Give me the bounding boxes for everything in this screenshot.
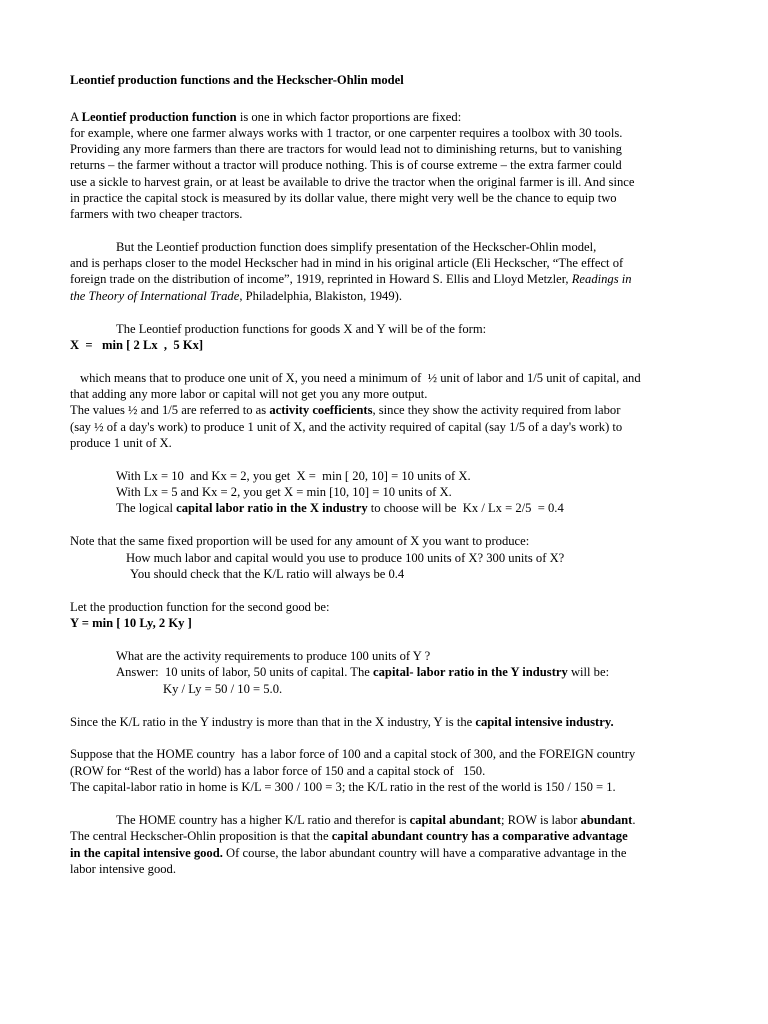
paragraph-line: which means that to produce one unit of X, you need a minimum of ½ unit of labor and 1/5 unit of capital, and — [80, 371, 641, 385]
term-activity-coefficients: activity coefficients — [269, 403, 373, 417]
paragraph-line — [70, 109, 461, 125]
text: is one in which factor proportions are fixed: — [236, 110, 462, 124]
term-capital-intensive-good: in the capital intensive good. — [70, 846, 223, 860]
book-title: Readings in — [571, 272, 632, 286]
paragraph-line — [70, 402, 620, 418]
paragraph-line: How much labor and capital would you use to produce 100 units of X? 300 units of X? — [126, 551, 565, 565]
text: ; ROW is labor — [501, 813, 581, 827]
paragraph-line — [70, 828, 628, 844]
paragraph-line: With Lx = 10 and Kx = 2, you get X = min [ 20, 10] = 10 units of X. — [116, 469, 471, 483]
text: . — [632, 813, 636, 827]
paragraph-line — [70, 714, 614, 730]
text: foreign trade on the distribution of income”, 1919, reprinted in Howard S. Ellis and Lloyd Metzler, — [70, 272, 572, 286]
paragraph-line: farmers with two cheaper tractors. — [70, 207, 243, 221]
paragraph-line — [70, 845, 626, 861]
text: to choose will be Kx / Lx = 2/5 = 0.4 — [367, 501, 564, 515]
term-capital-intensive-industry: capital intensive industry. — [475, 715, 614, 729]
text: will be: — [567, 665, 610, 679]
text: The values ½ and 1/5 are referred to as — [70, 403, 270, 417]
paragraph-line — [116, 664, 609, 680]
formula-y: Y = min [ 10 Ly, 2 Ky ] — [70, 616, 192, 630]
text: , since they show the activity required from labor — [372, 403, 621, 417]
term-leontief-production-function: Leontief production function — [81, 110, 237, 124]
formula-x: X = min [ 2 Lx , 5 Kx] — [70, 338, 204, 352]
paragraph-line — [70, 288, 402, 304]
paragraph-line: and is perhaps closer to the model Heckscher had in mind in his original article (Eli Heckscher, “The effect of — [70, 256, 624, 270]
paragraph-line: use a sickle to harvest grain, or at least be available to drive the tractor when the original farmer is ill. And since — [70, 175, 635, 189]
paragraph-line: (say ½ of a day's work) to produce 1 unit of X, and the activity required of capital (say 1/5 of a day's work) to — [70, 420, 623, 434]
text: The central Heckscher-Ohlin proposition is that the — [70, 829, 332, 843]
term-capital-labor-ratio-x: capital labor ratio in the X industry — [176, 501, 368, 515]
paragraph-line: You should check that the K/L ratio will always be 0.4 — [130, 567, 405, 581]
paragraph-line: that adding any more labor or capital will not get you any more output. — [70, 387, 428, 401]
paragraph-line: returns – the farmer without a tractor will produce nothing. This is of course extreme – the extra farmer could — [70, 158, 622, 172]
term-capital-abundant: capital abundant — [409, 813, 501, 827]
paragraph-line: Let the production function for the second good be: — [70, 600, 330, 614]
paragraph-line: The Leontief production functions for goods X and Y will be of the form: — [116, 322, 487, 336]
paragraph-line: for example, where one farmer always works with 1 tractor, or one carpenter requires a toolbox with 30 tools. — [70, 126, 623, 140]
paragraph-line — [70, 271, 632, 287]
text: Of course, the labor abundant country will have a comparative advantage in the — [222, 846, 627, 860]
paragraph-line: produce 1 unit of X. — [70, 436, 172, 450]
paragraph-line: The capital-labor ratio in home is K/L = 300 / 100 = 3; the K/L ratio in the rest of the world is 150 / 150 = 1. — [70, 780, 616, 794]
paragraph-line: With Lx = 5 and Kx = 2, you get X = min [10, 10] = 10 units of X. — [116, 485, 452, 499]
paragraph-line: labor intensive good. — [70, 862, 176, 876]
paragraph-line: in practice the capital stock is measured by its dollar value, there might very well be the chance to equip two — [70, 191, 617, 205]
text: , Philadelphia, Blakiston, 1949). — [239, 289, 402, 303]
text: The logical — [116, 501, 177, 515]
paragraph-line: But the Leontief production function does simplify presentation of the Heckscher-Ohlin model, — [116, 240, 597, 254]
term-comparative-advantage: capital abundant country has a comparative advantage — [331, 829, 628, 843]
paragraph-line: What are the activity requirements to produce 100 units of Y ? — [116, 649, 431, 663]
book-title: the Theory of International Trade — [70, 289, 240, 303]
paragraph-line: (ROW for “Rest of the world) has a labor force of 150 and a capital stock of 150. — [70, 764, 486, 778]
document-title: Leontief production functions and the Heckscher-Ohlin model — [70, 73, 404, 87]
text: A — [70, 110, 82, 124]
paragraph-line: Ky / Ly = 50 / 10 = 5.0. — [163, 682, 283, 696]
paragraph-line — [116, 500, 564, 516]
text: Since the K/L ratio in the Y industry is more than that in the X industry, Y is the — [70, 715, 476, 729]
text: Answer: 10 units of labor, 50 units of capital. The — [116, 665, 374, 679]
paragraph-line: Note that the same fixed proportion will be used for any amount of X you want to produce: — [70, 534, 530, 548]
term-abundant: abundant — [580, 813, 633, 827]
paragraph-line: Providing any more farmers than there are tractors for would lead not to diminishing returns, but to vanishing — [70, 142, 622, 156]
term-capital-labor-ratio-y: capital- labor ratio in the Y industry — [373, 665, 568, 679]
paragraph-line — [116, 812, 636, 828]
text: The HOME country has a higher K/L ratio and therefor is — [116, 813, 410, 827]
paragraph-line: Suppose that the HOME country has a labor force of 100 and a capital stock of 300, and the FOREIGN country — [70, 747, 636, 761]
